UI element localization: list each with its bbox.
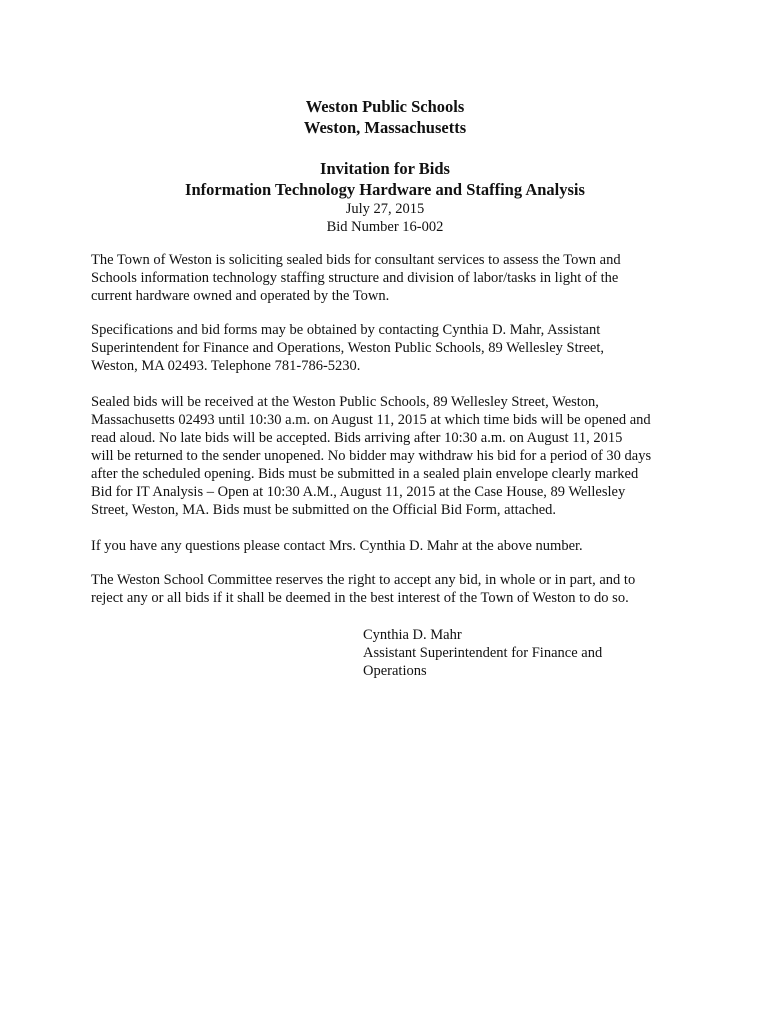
- text-line: Specifications and bid forms may be obtained by contacting Cynthia D. Mahr, Assistant: [91, 322, 601, 338]
- text-line: current hardware owned and operated by the Town.: [91, 288, 390, 304]
- text-line: Superintendent for Finance and Operations, Weston Public Schools, 89 Wellesley Street,: [91, 340, 604, 356]
- letterhead: [0, 96, 770, 138]
- text-line: Bid for IT Analysis – Open at 10:30 A.M., August 11, 2015 at the Case House, 89 Wellesley: [91, 484, 626, 500]
- signer-name: Cynthia D. Mahr: [363, 627, 462, 643]
- org-location: Weston, Massachusetts: [303, 118, 467, 137]
- document-heading: [0, 158, 770, 236]
- text-line: Sealed bids will be received at the Weston Public Schools, 89 Wellesley Street, Weston,: [91, 394, 599, 410]
- paragraph-reservation: [91, 571, 681, 607]
- document-title: Invitation for Bids: [320, 159, 450, 178]
- text-line: Massachusetts 02493 until 10:30 a.m. on August 11, 2015 at which time bids will be opened and: [91, 412, 651, 428]
- signature-block: [363, 626, 602, 680]
- document-subtitle: Information Technology Hardware and Staffing Analysis: [185, 180, 585, 199]
- text-line: Weston, MA 02493. Telephone 781-786-5230.: [91, 358, 361, 374]
- text-line: Street, Weston, MA. Bids must be submitted on the Official Bid Form, attached.: [91, 502, 557, 518]
- text-line: read aloud. No late bids will be accepted. Bids arriving after 10:30 a.m. on August 11, 2015: [91, 430, 623, 446]
- paragraph-specifications: [91, 321, 681, 375]
- bid-number: Bid Number 16-002: [326, 219, 444, 235]
- paragraph-solicitation: [91, 251, 681, 305]
- signer-title-continued: Operations: [363, 663, 427, 679]
- text-line: Schools information technology staffing structure and division of labor/tasks in light of the: [91, 270, 619, 286]
- signer-title: Assistant Superintendent for Finance and: [363, 645, 603, 661]
- text-line: will be returned to the sender unopened. No bidder may withdraw his bid for a period of 30 days: [91, 448, 652, 464]
- text-line: after the scheduled opening. Bids must be submitted in a sealed plain envelope clearly marked: [91, 466, 639, 482]
- paragraph-questions: [91, 537, 681, 555]
- text-line: The Weston School Committee reserves the right to accept any bid, in whole or in part, and to: [91, 572, 636, 588]
- document-date: July 27, 2015: [345, 201, 425, 217]
- org-name: Weston Public Schools: [305, 97, 465, 116]
- text-line: If you have any questions please contact Mrs. Cynthia D. Mahr at the above number.: [91, 538, 583, 554]
- text-line: reject any or all bids if it shall be deemed in the best interest of the Town of Weston to do so.: [91, 590, 629, 606]
- paragraph-bid-submission: [91, 393, 681, 519]
- text-line: The Town of Weston is soliciting sealed bids for consultant services to assess the Town and: [91, 252, 621, 268]
